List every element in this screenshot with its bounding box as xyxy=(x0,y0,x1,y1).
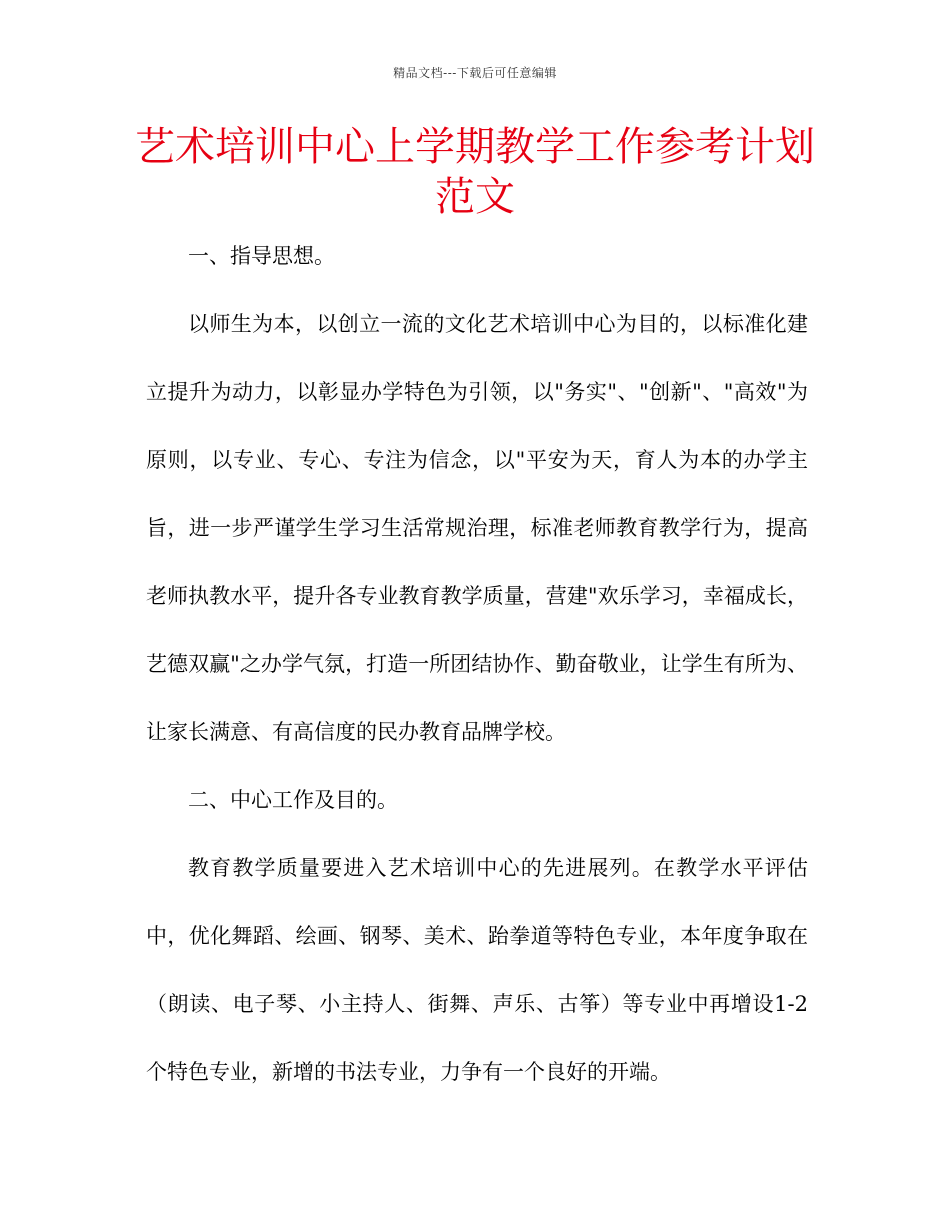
page-header: 精品文档---下载后可任意编辑 xyxy=(393,66,557,80)
document-body xyxy=(146,222,808,1106)
document-title: 艺术培训中心上学期教学工作参考计划范文 xyxy=(135,124,815,220)
paragraph-central-work: 教育教学质量要进入艺术培训中心的先进展列。在教学水平评估中，优化舞蹈、绘画、钢琴、美术、跆拳道等特色专业，本年度争取在（朗读、电子琴、小主持人、街舞、声乐、古筝）等专业中再增设1-2个特色专业，新增的书法专业，力争有一个良好的开端。 xyxy=(146,856,808,1084)
paragraph-guiding-ideology: 以师生为本，以创立一流的文化艺术培训中心为目的，以标准化建立提升为动力，以彰显办学特色为引领，以"务实"、"创新"、"高效"为原则，以专业、专心、专注为信念，以"平安为天，育人为本的办学主旨，进一步严谨学生学习生活常规治理，标准老师教育教学行为，提高老师执教水平，提升各专业教育教学质量，营建"欢乐学习，幸福成长，艺德双赢"之办学气氛，打造一所团结协作、勤奋敬业，让学生有所为、让家长满意、有高信度的民办教育品牌学校。 xyxy=(146,312,808,744)
section-heading-guiding-ideology: 一、指导思想。 xyxy=(188,244,335,268)
section-heading-central-work: 二、中心工作及目的。 xyxy=(188,788,398,812)
